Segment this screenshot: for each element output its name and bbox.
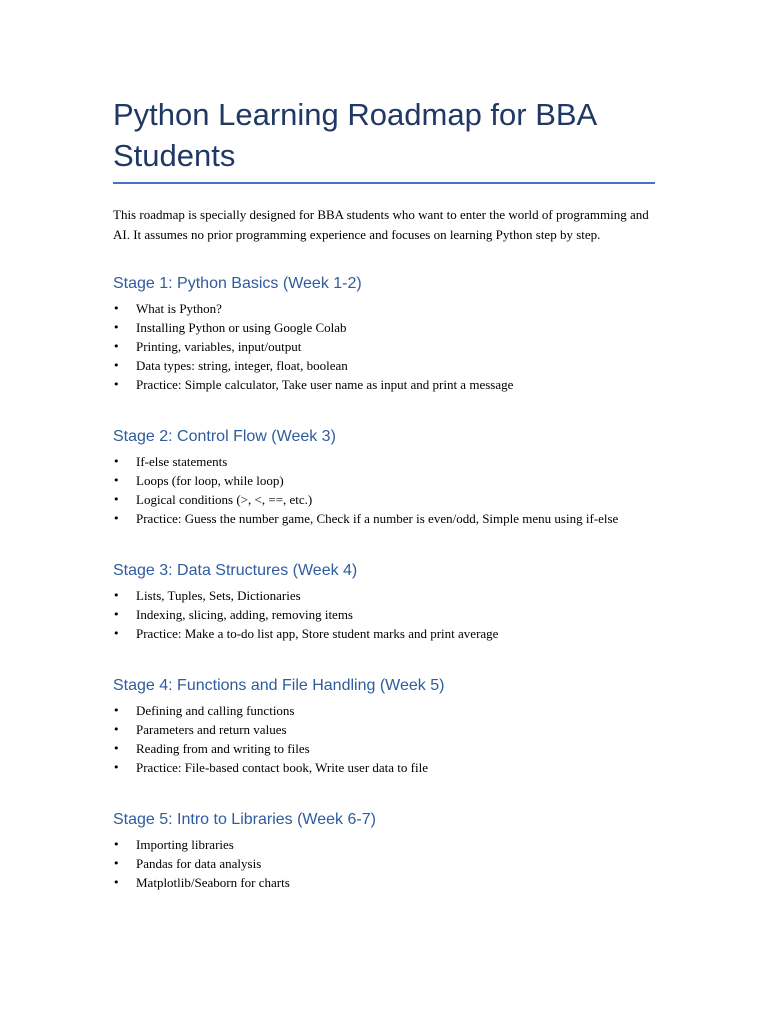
bullet-icon: • xyxy=(113,455,120,468)
stage-heading: Stage 3: Data Structures (Week 4) xyxy=(113,562,358,579)
stage-topic-list xyxy=(113,701,655,777)
stage-topic-list xyxy=(113,299,655,394)
bullet-icon: • xyxy=(113,589,120,602)
list-item-text: Installing Python or using Google Colab xyxy=(136,320,347,335)
stage-section-5 xyxy=(113,810,655,892)
bullet-icon: • xyxy=(113,512,120,525)
intro-paragraph: This roadmap is specially designed for BBA students who want to enter the world of programming and AI. It assumes no prior programming experience and focuses on learning Python step by step. xyxy=(113,207,649,242)
list-item xyxy=(113,624,655,643)
list-item-text: Loops (for loop, while loop) xyxy=(136,473,284,488)
list-item xyxy=(113,318,655,337)
stage-section-4 xyxy=(113,676,655,777)
bullet-icon: • xyxy=(113,876,120,889)
list-item-text: Defining and calling functions xyxy=(136,703,295,718)
stage-heading: Stage 2: Control Flow (Week 3) xyxy=(113,428,336,445)
list-item-text: Practice: Simple calculator, Take user name as input and print a message xyxy=(136,377,514,392)
list-item-text: Lists, Tuples, Sets, Dictionaries xyxy=(136,588,301,603)
list-item xyxy=(113,452,655,471)
title-divider xyxy=(113,182,655,184)
list-item xyxy=(113,720,655,739)
document-title: Python Learning Roadmap for BBA Students xyxy=(113,97,596,173)
bullet-icon: • xyxy=(113,857,120,870)
stage-heading: Stage 4: Functions and File Handling (Week 5) xyxy=(113,677,445,694)
bullet-icon: • xyxy=(113,359,120,372)
list-item xyxy=(113,758,655,777)
list-item-text: Reading from and writing to files xyxy=(136,741,310,756)
list-item xyxy=(113,605,655,624)
bullet-icon: • xyxy=(113,340,120,353)
stage-section-3 xyxy=(113,561,655,643)
document-page xyxy=(113,94,655,925)
stage-heading: Stage 5: Intro to Libraries (Week 6-7) xyxy=(113,811,376,828)
bullet-icon: • xyxy=(113,742,120,755)
bullet-icon: • xyxy=(113,723,120,736)
list-item-text: If-else statements xyxy=(136,454,228,469)
list-item xyxy=(113,356,655,375)
list-item-text: Practice: Make a to-do list app, Store student marks and print average xyxy=(136,626,499,641)
list-item-text: What is Python? xyxy=(136,301,222,316)
bullet-icon: • xyxy=(113,608,120,621)
list-item xyxy=(113,835,655,854)
list-item xyxy=(113,375,655,394)
bullet-icon: • xyxy=(113,493,120,506)
stage-heading: Stage 1: Python Basics (Week 1-2) xyxy=(113,275,362,292)
list-item xyxy=(113,509,655,528)
list-item xyxy=(113,471,655,490)
bullet-icon: • xyxy=(113,378,120,391)
bullet-icon: • xyxy=(113,627,120,640)
bullet-icon: • xyxy=(113,474,120,487)
stages-container xyxy=(113,274,655,892)
stage-section-2 xyxy=(113,427,655,528)
list-item-text: Importing libraries xyxy=(136,837,234,852)
stage-topic-list xyxy=(113,586,655,643)
list-item-text: Pandas for data analysis xyxy=(136,856,262,871)
list-item xyxy=(113,490,655,509)
list-item-text: Indexing, slicing, adding, removing items xyxy=(136,607,353,622)
list-item xyxy=(113,337,655,356)
stage-section-1 xyxy=(113,274,655,394)
list-item xyxy=(113,586,655,605)
bullet-icon: • xyxy=(113,321,120,334)
list-item-text: Matplotlib/Seaborn for charts xyxy=(136,875,290,890)
stage-topic-list xyxy=(113,835,655,892)
list-item xyxy=(113,701,655,720)
list-item xyxy=(113,873,655,892)
list-item-text: Practice: File-based contact book, Write user data to file xyxy=(136,760,428,775)
list-item-text: Logical conditions (>, <, ==, etc.) xyxy=(136,492,313,507)
bullet-icon: • xyxy=(113,302,120,315)
bullet-icon: • xyxy=(113,838,120,851)
list-item-text: Parameters and return values xyxy=(136,722,287,737)
bullet-icon: • xyxy=(113,761,120,774)
list-item-text: Data types: string, integer, float, boolean xyxy=(136,358,348,373)
list-item xyxy=(113,299,655,318)
list-item-text: Printing, variables, input/output xyxy=(136,339,302,354)
list-item xyxy=(113,854,655,873)
list-item xyxy=(113,739,655,758)
list-item-text: Practice: Guess the number game, Check if a number is even/odd, Simple menu using if-else xyxy=(136,511,619,526)
bullet-icon: • xyxy=(113,704,120,717)
stage-topic-list xyxy=(113,452,655,528)
